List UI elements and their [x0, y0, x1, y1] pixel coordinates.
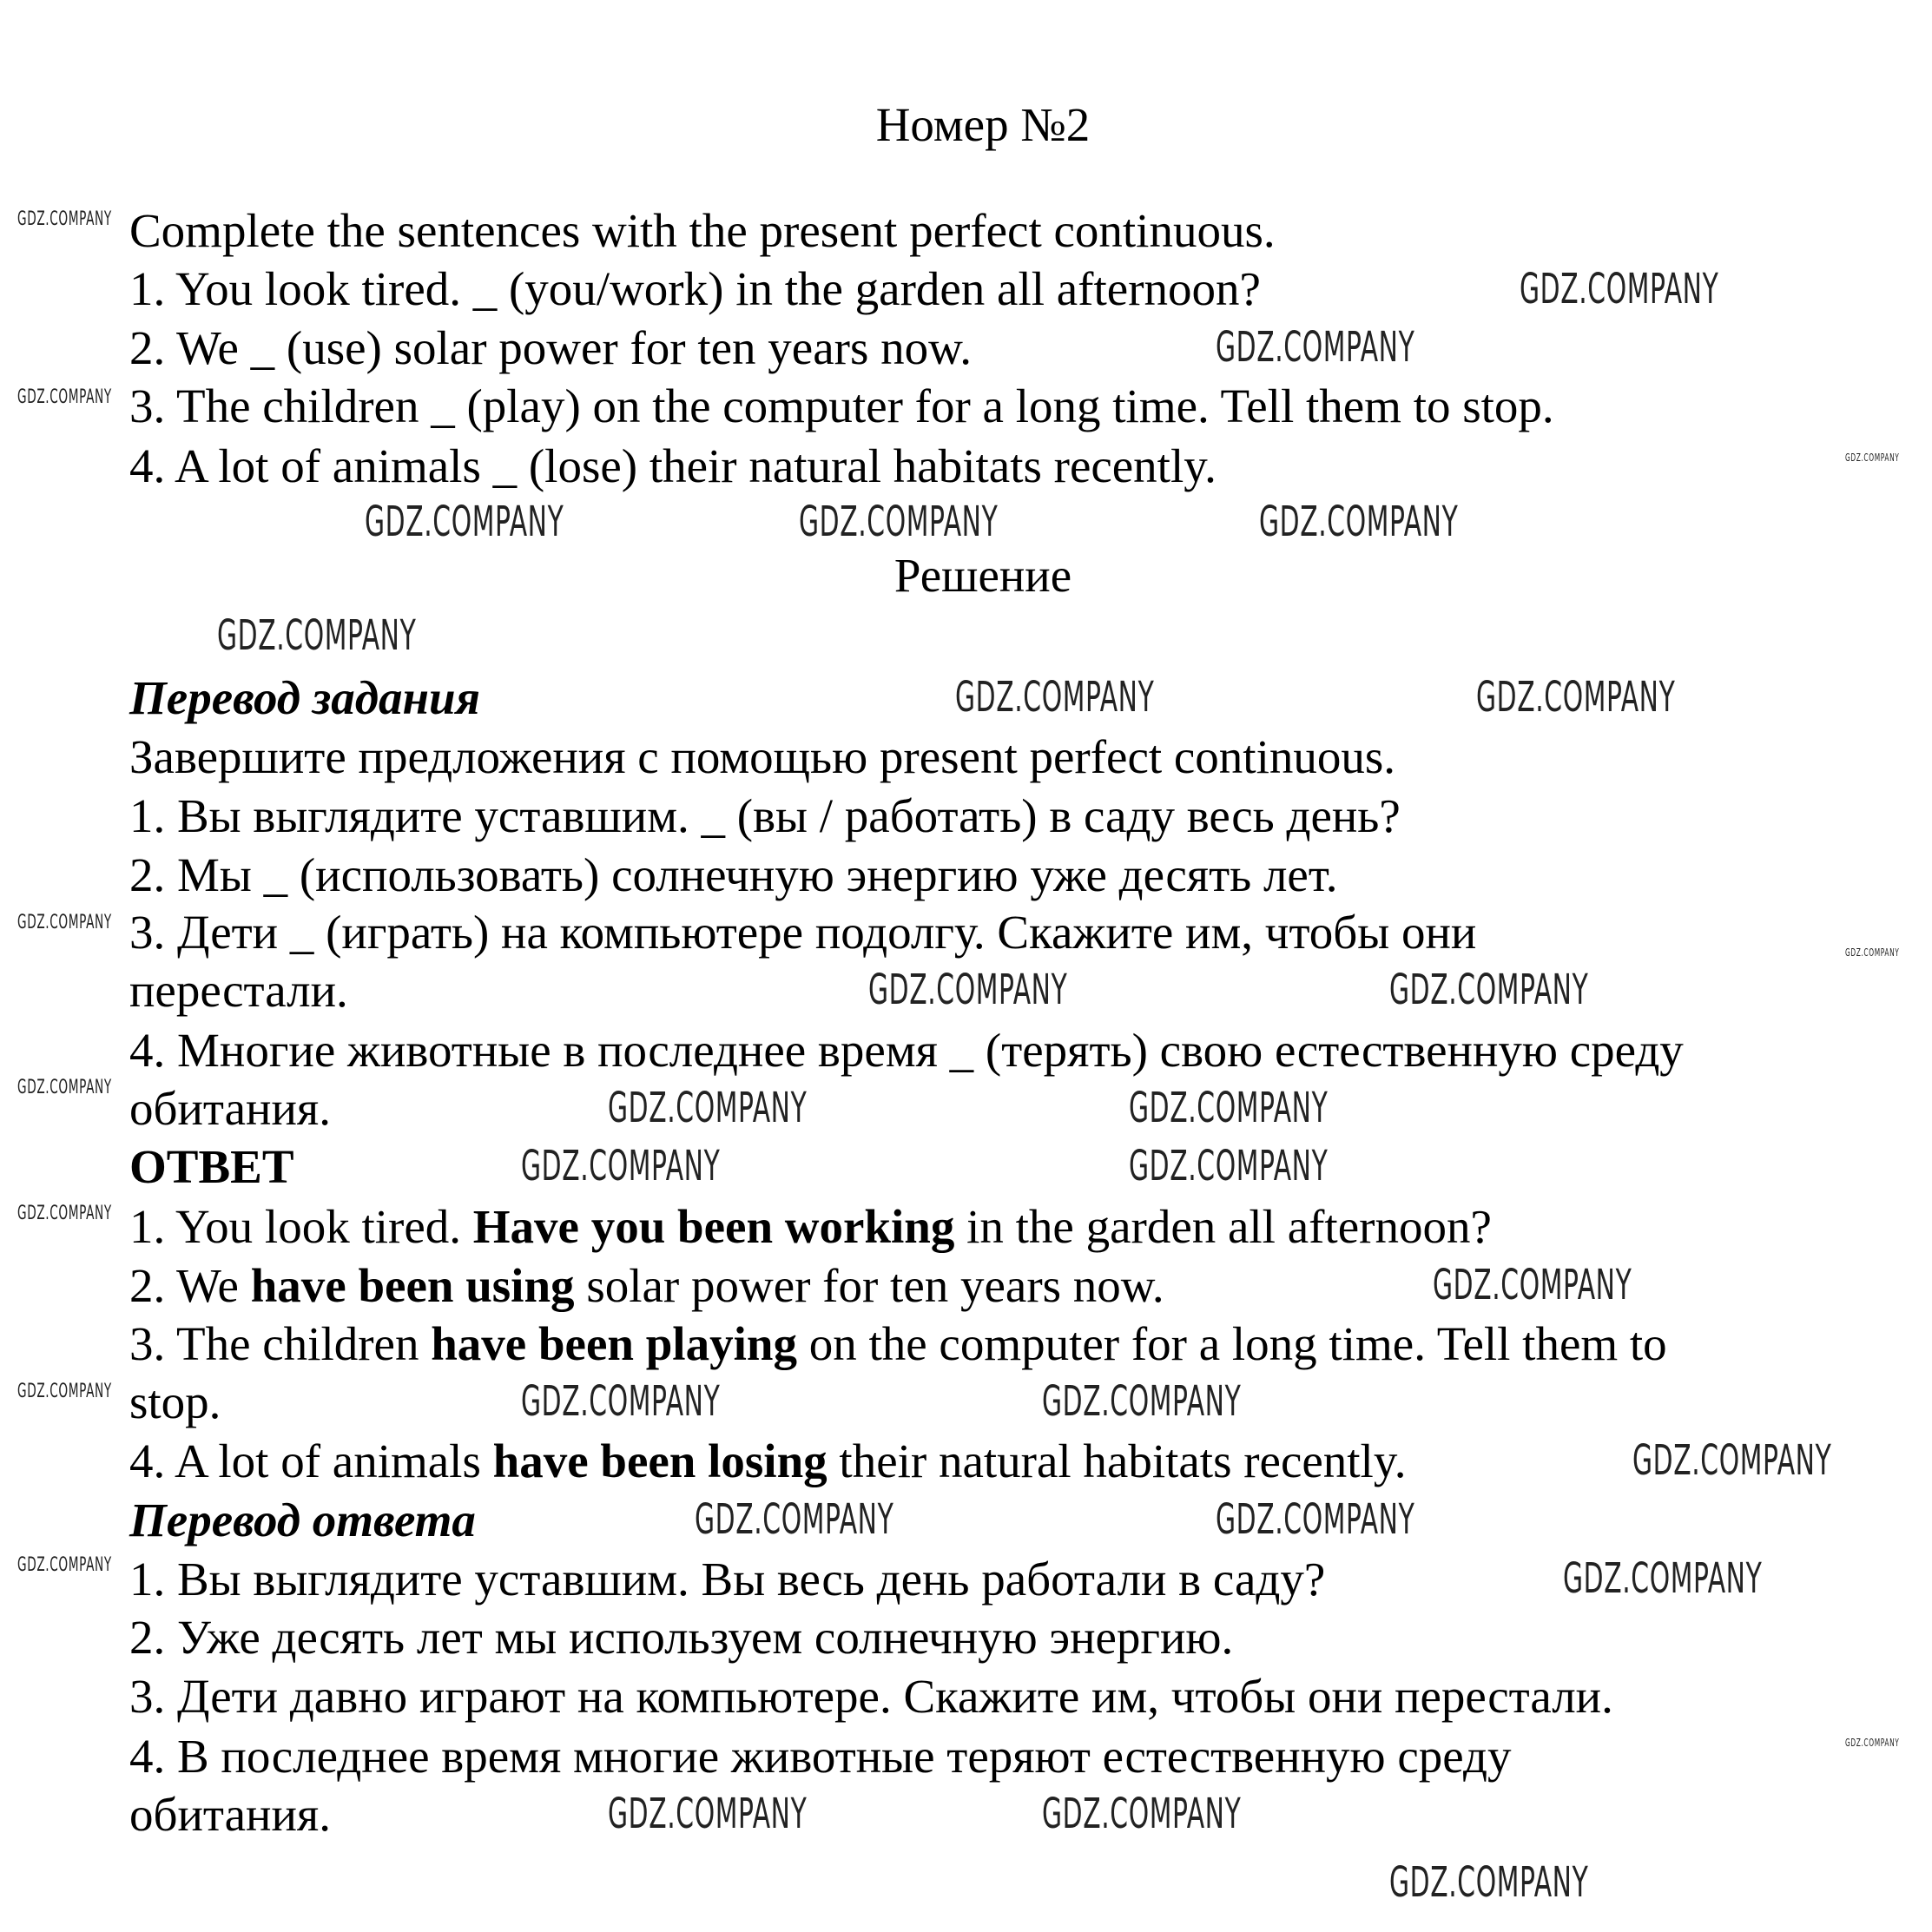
translation-line: 3. Дети _ (играть) на компьютере подолгу. Скажите им, чтобы они: [129, 906, 1477, 959]
answer-item: [129, 1373, 221, 1431]
watermark: GDZ.COMPANY: [1216, 323, 1415, 372]
solution-heading: Решение: [893, 549, 1072, 602]
watermark: GDZ.COMPANY: [955, 673, 1155, 722]
answer-translation-line: 3. Дети давно играют на компьютере. Скажите им, чтобы они перестали.: [129, 1670, 1613, 1723]
watermark: GDZ.COMPANY: [1845, 452, 1900, 464]
watermark: GDZ.COMPANY: [17, 1077, 112, 1098]
watermark: GDZ.COMPANY: [1433, 1261, 1632, 1309]
answer-item: [129, 1256, 1164, 1315]
watermark: GDZ.COMPANY: [1389, 1858, 1589, 1907]
task-instruction: Complete the sentences with the present perfect continuous.: [129, 204, 1276, 257]
answer-verb: have been playing: [431, 1317, 797, 1370]
answer-item: [129, 1197, 1492, 1256]
answer-translation-heading: Перевод ответа: [129, 1494, 476, 1546]
watermark: GDZ.COMPANY: [1129, 1142, 1329, 1190]
watermark: GDZ.COMPANY: [17, 386, 112, 408]
answer-item: [129, 1432, 1407, 1490]
watermark: GDZ.COMPANY: [1845, 946, 1900, 959]
answer-verb: have been using: [250, 1259, 575, 1312]
watermark: GDZ.COMPANY: [695, 1495, 894, 1544]
translation-heading: Перевод задания: [129, 671, 480, 724]
answer-translation-line: 4. В последнее время многие животные теряют естественную среду: [129, 1730, 1512, 1783]
answer-pre: 3. The children: [129, 1317, 432, 1370]
translation-line: 4. Многие животные в последнее время _ (терять) свою естественную среду: [129, 1024, 1684, 1077]
task-item: 2. We _ (use) solar power for ten years now.: [129, 321, 972, 374]
answer-pre: 4. A lot of animals: [129, 1434, 493, 1487]
answer-translation-line: обитания.: [129, 1788, 331, 1841]
answer-heading: ОТВЕТ: [129, 1140, 294, 1193]
watermark: GDZ.COMPANY: [1216, 1495, 1415, 1544]
watermark: GDZ.COMPANY: [1129, 1084, 1329, 1132]
watermark: GDZ.COMPANY: [1563, 1554, 1763, 1603]
task-item: 3. The children _ (play) on the computer for a long time. Tell them to stop.: [129, 379, 1554, 432]
translation-line: перестали.: [129, 964, 348, 1017]
answer-pre: 1. You look tired.: [129, 1200, 473, 1253]
watermark: GDZ.COMPANY: [868, 966, 1068, 1014]
watermark: GDZ.COMPANY: [1632, 1436, 1832, 1485]
watermark: GDZ.COMPANY: [1042, 1377, 1242, 1426]
watermark: GDZ.COMPANY: [1476, 673, 1676, 722]
answer-pre: stop.: [129, 1375, 221, 1428]
watermark: GDZ.COMPANY: [1042, 1790, 1242, 1838]
watermark: GDZ.COMPANY: [17, 1554, 112, 1576]
watermark: GDZ.COMPANY: [799, 498, 999, 546]
watermark: GDZ.COMPANY: [17, 1381, 112, 1402]
watermark: GDZ.COMPANY: [1520, 265, 1719, 313]
answer-pre: 2. We: [129, 1259, 251, 1312]
answer-post: in the garden all afternoon?: [954, 1200, 1492, 1253]
answer-item: [129, 1315, 1667, 1373]
watermark: GDZ.COMPANY: [17, 912, 112, 933]
answer-post: solar power for ten years now.: [574, 1259, 1164, 1312]
answer-verb: have been losing: [492, 1434, 828, 1487]
translation-line: обитания.: [129, 1082, 331, 1135]
watermark: GDZ.COMPANY: [608, 1084, 808, 1132]
watermark: GDZ.COMPANY: [17, 1203, 112, 1224]
watermark: GDZ.COMPANY: [17, 208, 112, 230]
answer-translation-line: 1. Вы выглядите уставшим. Вы весь день работали в саду?: [129, 1553, 1326, 1606]
watermark: GDZ.COMPANY: [1389, 966, 1589, 1014]
translation-line: 1. Вы выглядите уставшим. _ (вы / работать) в саду весь день?: [129, 789, 1401, 842]
watermark: GDZ.COMPANY: [365, 498, 564, 546]
translation-line: 2. Мы _ (использовать) солнечную энергию уже десять лет.: [129, 848, 1338, 901]
answer-translation-line: 2. Уже десять лет мы используем солнечную энергию.: [129, 1611, 1234, 1664]
translation-instruction: Завершите предложения с помощью present perfect continuous.: [129, 730, 1396, 783]
watermark: GDZ.COMPANY: [521, 1142, 721, 1190]
answer-post: their natural habitats recently.: [827, 1434, 1407, 1487]
watermark: GDZ.COMPANY: [1845, 1737, 1900, 1749]
watermark: GDZ.COMPANY: [521, 1377, 721, 1426]
task-item: 1. You look tired. _ (you/work) in the garden all afternoon?: [129, 262, 1261, 315]
page-title: Номер №2: [875, 98, 1091, 151]
task-item: 4. A lot of animals _ (lose) their natural habitats recently.: [129, 439, 1217, 492]
watermark: GDZ.COMPANY: [1259, 498, 1459, 546]
watermark: GDZ.COMPANY: [608, 1790, 808, 1838]
answer-verb: Have you been working: [472, 1200, 955, 1253]
watermark: GDZ.COMPANY: [217, 611, 417, 660]
answer-post: on the computer for a long time. Tell them to: [796, 1317, 1667, 1370]
